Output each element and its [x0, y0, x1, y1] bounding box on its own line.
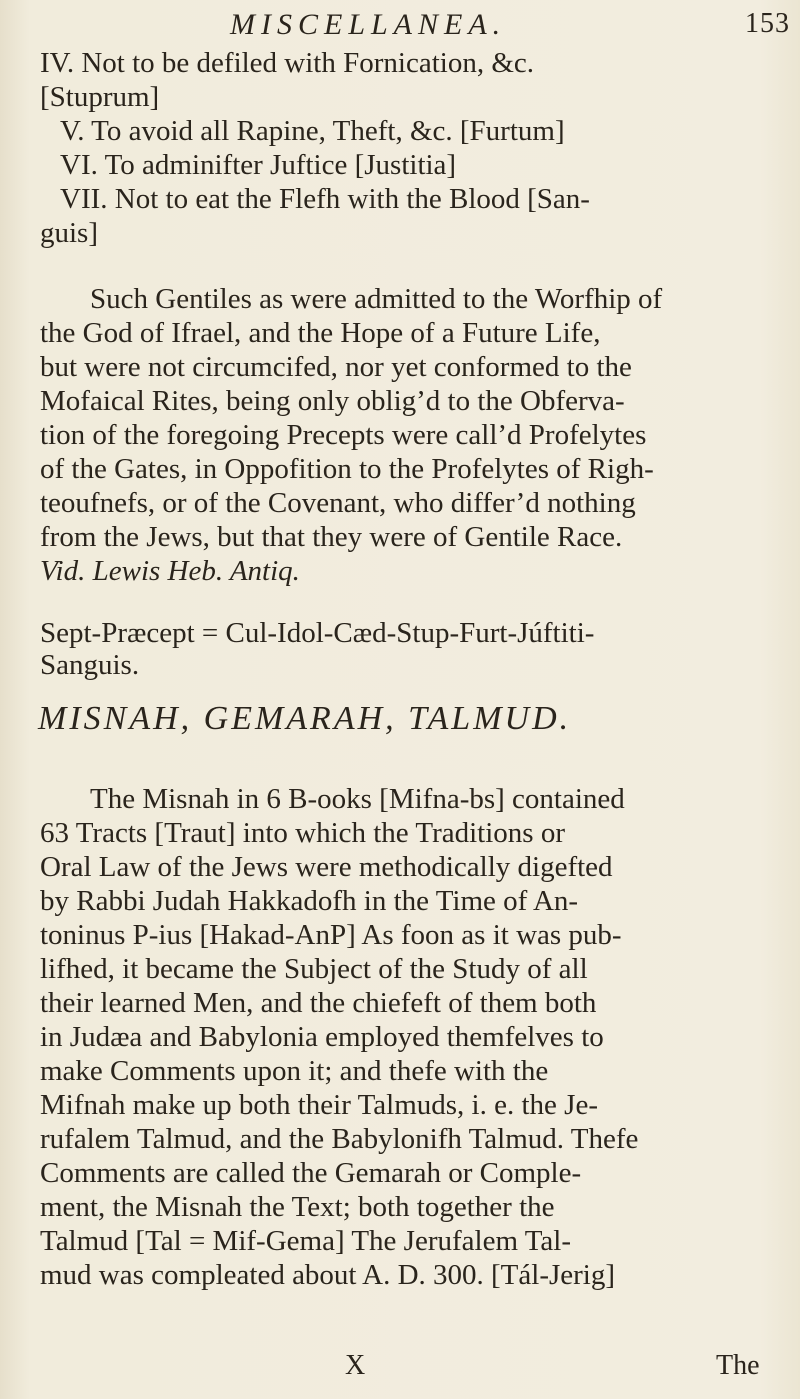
- paragraph-line: Oral Law of the Jews were methodically digefted: [40, 851, 613, 883]
- mnemonic-line: Sept-Præcept = Cul-Idol-Cæd-Stup-Furt-Júftiti-: [40, 617, 595, 649]
- paragraph-line: lifhed, it became the Subject of the Study of all: [40, 953, 588, 985]
- precept-line: IV. Not to be defiled with Fornication, &c.: [40, 47, 534, 79]
- paragraph-line: Talmud [Tal = Mif-Gema] The Jerufalem Tal-: [40, 1225, 572, 1257]
- precept-line: guis]: [40, 217, 98, 249]
- paragraph-line: their learned Men, and the chiefeft of them both: [40, 987, 597, 1019]
- paragraph-line: Such Gentiles as were admitted to the Worfhip of: [90, 283, 663, 315]
- paragraph-line: The Misnah in 6 B-ooks [Mifna-bs] contained: [90, 783, 625, 815]
- precept-line: VI. To adminifter Juftice [Justitia]: [60, 149, 457, 181]
- paragraph-line: Mifnah make up both their Talmuds, i. e. the Je-: [40, 1089, 598, 1121]
- paragraph-line: Comments are called the Gemarah or Comple-: [40, 1157, 582, 1189]
- paragraph-line: in Judæa and Babylonia employed themfelves to: [40, 1021, 604, 1053]
- paragraph-line: from the Jews, but that they were of Gentile Race.: [40, 521, 623, 553]
- precept-line: VII. Not to eat the Flefh with the Blood [San-: [60, 183, 590, 215]
- running-title: MISCELLANEA.: [230, 8, 507, 41]
- paragraph-line: but were not circumcifed, nor yet conformed to the: [40, 351, 632, 383]
- paragraph-line: Mofaical Rites, being only oblig’d to the Obferva-: [40, 385, 625, 417]
- precept-line: V. To avoid all Rapine, Theft, &c. [Furtum]: [60, 115, 565, 147]
- paragraph-line: mud was compleated about A. D. 300. [Tál-Jerig]: [40, 1259, 616, 1291]
- precept-line: [Stuprum]: [40, 81, 160, 113]
- paragraph-line: ment, the Misnah the Text; both together the: [40, 1191, 555, 1223]
- signature-mark: X: [345, 1350, 366, 1381]
- paragraph-line: by Rabbi Judah Hakkadofh in the Time of An-: [40, 885, 579, 917]
- page-number: 153: [745, 8, 790, 39]
- paragraph-line: teoufnefs, or of the Covenant, who differ’d nothing: [40, 487, 636, 519]
- mnemonic-line: Sanguis.: [40, 649, 140, 681]
- paragraph-line: Vid. Lewis Heb. Antiq.: [40, 555, 300, 587]
- paragraph-line: of the Gates, in Oppofition to the Profelytes of Righ-: [40, 453, 654, 485]
- paragraph-line: rufalem Talmud, and the Babylonifh Talmud. Thefe: [40, 1123, 639, 1155]
- paragraph-line: the God of Ifrael, and the Hope of a Future Life,: [40, 317, 601, 349]
- section-heading: MISNAH, GEMARAH, TALMUD.: [38, 700, 572, 737]
- paragraph-line: make Comments upon it; and thefe with the: [40, 1055, 549, 1087]
- running-header: [230, 8, 790, 42]
- paragraph-line: 63 Tracts [Traut] into which the Traditions or: [40, 817, 565, 849]
- paragraph-line: toninus P-ius [Hakad-AnP] As foon as it was pub-: [40, 919, 622, 951]
- paragraph-line: tion of the foregoing Precepts were call’d Profelytes: [40, 419, 647, 451]
- catchword: The: [716, 1350, 760, 1381]
